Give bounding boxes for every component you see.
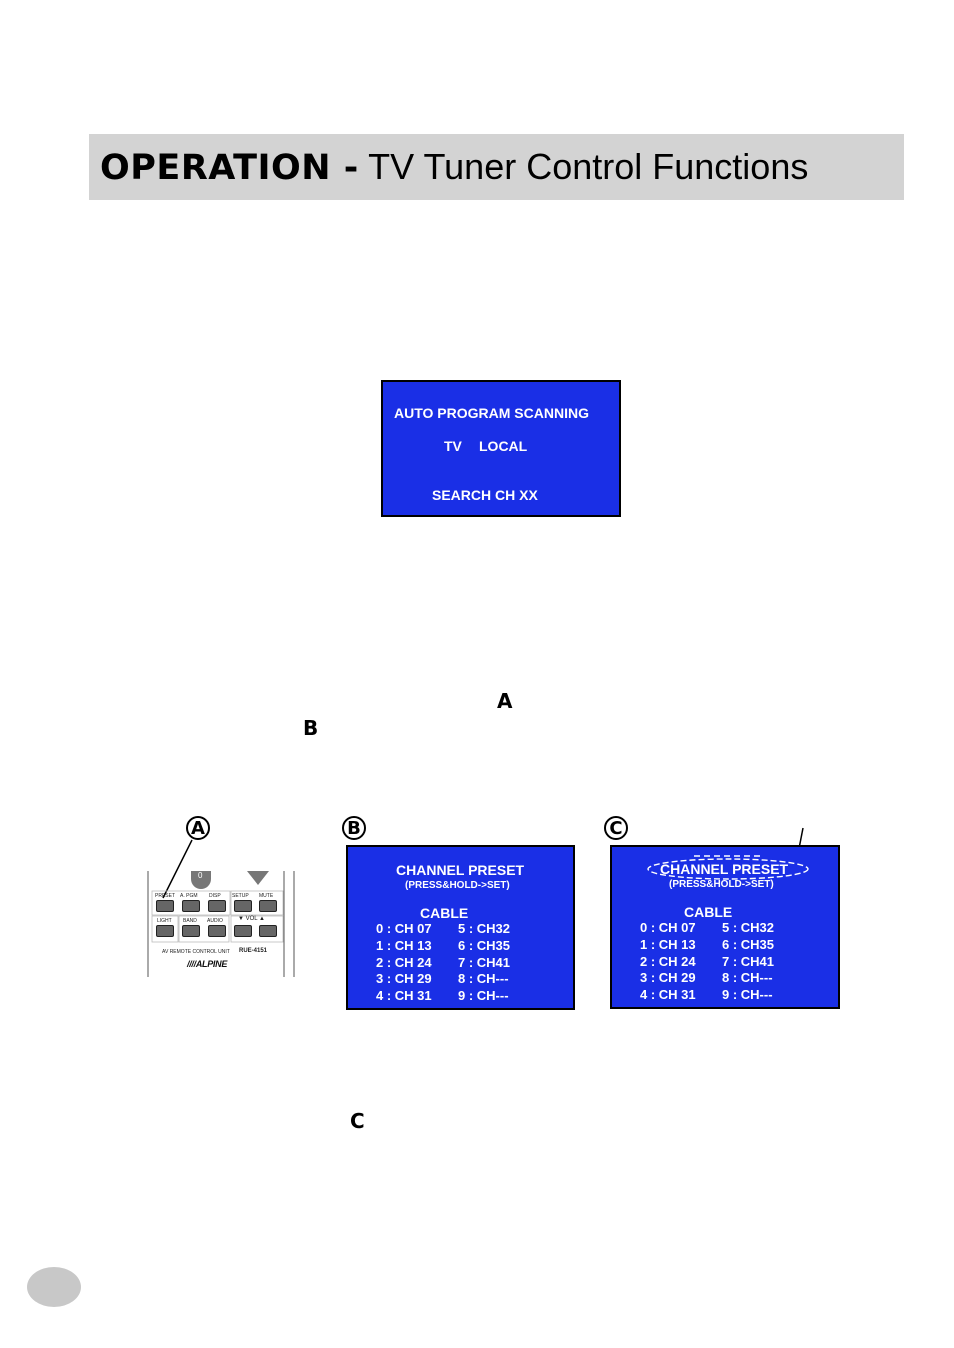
remote-model-id: RUE-4151 <box>239 948 268 954</box>
remote-label-apgm: A. PGM <box>180 893 198 899</box>
vol-down-button[interactable] <box>234 925 252 937</box>
audio-button[interactable] <box>208 925 226 937</box>
preset-row: 4 : CH 31 <box>640 987 696 1002</box>
preset-row: 7 : CH41 <box>458 955 511 970</box>
remote-label-audio: AUDIO <box>207 918 223 924</box>
apgm-button[interactable] <box>182 900 200 912</box>
preset-row: 7 : CH41 <box>722 954 775 969</box>
band-button[interactable] <box>182 925 200 937</box>
light-button[interactable] <box>156 925 174 937</box>
preset-row: 9 : CH--- <box>458 988 509 1003</box>
inline-label-b: B <box>303 716 319 740</box>
remote-label-mute: MUTE <box>259 893 274 899</box>
down-key-shape <box>247 871 269 885</box>
scan-area: LOCAL <box>479 438 528 454</box>
preset-band: CABLE <box>420 905 469 921</box>
preset-title: CHANNEL PRESET <box>396 862 525 878</box>
figure-label-c: C <box>604 816 628 840</box>
preset-row: 6 : CH35 <box>722 937 775 952</box>
scan-title: AUTO PROGRAM SCANNING <box>394 405 589 421</box>
channel-preset-screen-b <box>346 845 575 1010</box>
remote-label-light: LIGHT <box>157 918 172 924</box>
preset-row: 8 : CH--- <box>722 970 773 985</box>
alpine-logo: ////ALPINE <box>187 959 228 969</box>
figure-label-a: A <box>186 816 210 840</box>
remote-control-illustration <box>147 867 297 977</box>
channel-preset-screen-c <box>610 845 840 1009</box>
page-title-rest: TV Tuner Control Functions <box>358 146 809 187</box>
scan-status: SEARCH CH XX <box>432 487 538 503</box>
inline-label-a: A <box>497 689 513 713</box>
preset-row: 1 : CH 13 <box>640 937 696 952</box>
preset-row: 8 : CH--- <box>458 971 509 986</box>
remote-label-setup: SETUP <box>232 893 249 899</box>
preset-subtitle: (PRESS&HOLD->SET) <box>405 880 510 891</box>
preset-row: 3 : CH 29 <box>376 971 432 986</box>
preset-subtitle: (PRESS&HOLD->SET) <box>669 879 774 890</box>
preset-band: CABLE <box>684 904 733 920</box>
remote-model-label: AV REMOTE CONTROL UNIT <box>162 949 230 955</box>
figure-label-b: B <box>342 816 366 840</box>
page-number-badge <box>27 1267 81 1307</box>
page-title-bold: OPERATION - <box>100 148 359 188</box>
preset-row: 0 : CH 07 <box>376 921 432 936</box>
remote-label-band: BAND <box>183 918 197 924</box>
inline-label-c: C <box>350 1109 365 1133</box>
zero-key-label: 0 <box>198 871 203 880</box>
preset-row: 2 : CH 24 <box>376 955 432 970</box>
preset-row: 6 : CH35 <box>458 938 511 953</box>
preset-row: 0 : CH 07 <box>640 920 696 935</box>
preset-title: CHANNEL PRESET <box>660 861 789 877</box>
preset-row: 5 : CH32 <box>722 920 775 935</box>
remote-label-preset: PRESET <box>155 893 176 899</box>
preset-row: 1 : CH 13 <box>376 938 432 953</box>
scan-mode: TV <box>444 438 462 454</box>
preset-button[interactable] <box>156 900 174 912</box>
setup-button[interactable] <box>234 900 252 912</box>
remote-label-vol: ▼ VOL ▲ <box>238 916 265 922</box>
title-highlight <box>612 847 838 907</box>
preset-row: 9 : CH--- <box>722 987 773 1002</box>
alpine-logo-text: ALPINE <box>195 959 228 969</box>
mute-button[interactable] <box>259 900 277 912</box>
preset-row: 4 : CH 31 <box>376 988 432 1003</box>
preset-row: 3 : CH 29 <box>640 970 696 985</box>
vol-up-button[interactable] <box>259 925 277 937</box>
preset-row: 5 : CH32 <box>458 921 511 936</box>
disp-button[interactable] <box>208 900 226 912</box>
preset-row: 2 : CH 24 <box>640 954 696 969</box>
remote-label-disp: DISP <box>209 893 221 899</box>
